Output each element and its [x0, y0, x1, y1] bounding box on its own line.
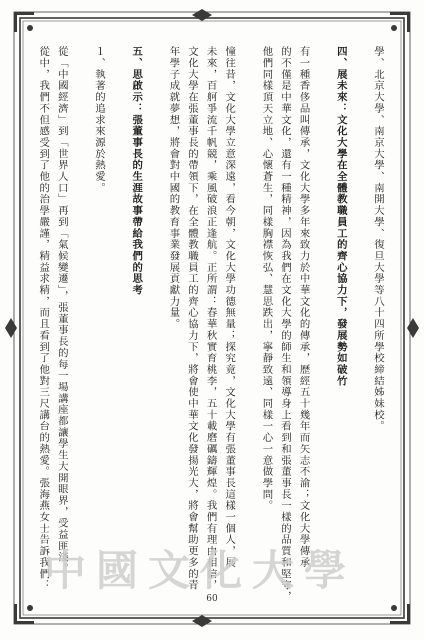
watermark-text: 中國文化大學: [44, 546, 357, 595]
text-column: 從中，我們不但感受到了他的治學嚴謹，精益求精，而且看到了他對三尺講台的熱愛。張海燕女士告訴我們：: [37, 46, 50, 591]
ornament-corner-top-right-icon: [390, 12, 410, 32]
text-column: 從「中國經濟」到「世界人口」再到「氣候變遷」，張董事長的每一場講座都讓學生大開眼界，受益匪淺。: [55, 46, 68, 575]
ornament-corner-top-left-icon: [14, 12, 34, 32]
text-column: １、執著的追求來源於熱愛。: [93, 46, 105, 194]
text-column: 文化大學在張董事長的帶領下，在全體教職員工的齊心協力下，將會使中華文化發揚光大，將會幫助更多的青: [186, 46, 198, 591]
text-column: 的不僅是中華文化，還有一種精神，因為我們在文化大學的師生和領導身上看到和張董事長一樣的品質和堅守，: [279, 46, 291, 603]
section-heading: 五、思啟示：張董事長的生涯故事帶給我們的思考: [130, 46, 143, 296]
text-column: 有一種香侈品叫傳承，文化大學多年來致力於中華文化的傳承，歷經五十幾年而矢志不渝；文化大學傳承: [297, 46, 310, 569]
text-column: 學、北京大學、南京大學、南開大學、復旦大學等八十四所學校締結姊妹校。: [372, 46, 384, 432]
text-column: 年學子成就夢想，將會對中國的教育事業發展貢獻力量。: [167, 46, 180, 330]
text-column: 未來，百舸爭流千帆競，乘風破浪正逢航。正所謂：春華秋實育桃李，五十載磨礪鑄輝煌。我們有理由相信，: [204, 46, 217, 591]
section-heading: 四、展未來：文化大學在全體教職員工的齊心協力下，發展勢如破竹: [334, 46, 347, 387]
text-column: 他們同樣頂天立地、心懷蒼生，同樣胸襟恢弘、慧思跌出，寧靜致遠、同樣一心一意做學問。: [260, 46, 273, 512]
text-column: 憧往昔，文化大學立意深遠，看今朝，文化大學功德無量；探究竟，文化大學有張董事長這樣一個人，展: [223, 46, 236, 569]
page-number: 60: [206, 594, 218, 604]
ornament-corner-bottom-right-icon: [390, 604, 410, 624]
ornament-corner-bottom-left-icon: [14, 604, 34, 624]
